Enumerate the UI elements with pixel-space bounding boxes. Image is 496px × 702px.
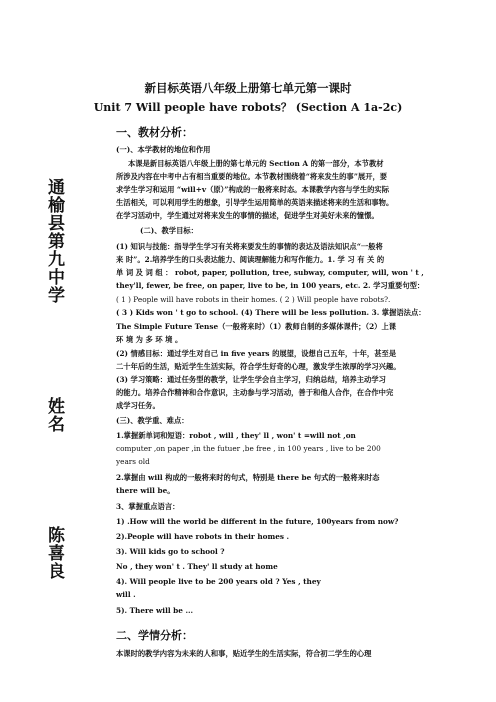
paragraph-line: (2) 情感目标：通过学生对自己 in five years 的展望，设想自己五年，十年，甚至是 <box>116 349 397 358</box>
sentence-item: 4). Will people live to be 200 years old ? Yes , they <box>116 577 321 586</box>
paragraph-line: 1.掌握新单词和短语：robot , will , they' ll , won' t =will not ,on <box>116 431 356 440</box>
paragraph-line: 3、掌握重点语言： <box>116 502 180 511</box>
sentence-item: will . <box>116 590 136 599</box>
document-title: 新目标英语八年级上册第七单元第一课时 <box>144 81 352 95</box>
paragraph-line: 本课时的教学内容为未来的人和事，贴近学生的生活实际，符合初二学生的心理 <box>116 649 372 658</box>
school-name: 通榆县第九中学 <box>44 178 64 304</box>
section-heading-1: 一、教材分析： <box>116 126 193 139</box>
paragraph-line: there will be。 <box>116 486 175 495</box>
document-subtitle: Unit 7 Will people have robots？ (Section A 1a-2c) <box>93 101 403 114</box>
teacher-name: 陈喜良 <box>44 526 64 580</box>
paragraph-line: they'll, fewer, be free, on paper, live to be, in 100 years, etc. 2. 学习重要句型： <box>116 281 425 290</box>
paragraph-line: 二十年后的生活，贴近学生生活实际，符合学生好奇的心理，激发学生浓厚的学习兴趣。 <box>116 362 401 371</box>
paragraph-line: 2.掌握由 will 构成的一般将来时的句式，特别是 there be 句式的一般将来时态 <box>116 473 380 482</box>
paragraph-line: (3) 学习策略：通过任务型的教学，让学生学会自主学习，归纳总结，培养主动学习 <box>116 375 386 384</box>
paragraph-line: computer ,on paper ,in the futuer ,be free , in 100 years , live to be 200 <box>116 444 381 453</box>
sentence-item: No , they won' t . They' ll study at home <box>116 562 278 571</box>
paragraph-line: 来 时”。2.培养学生的口头表达能力、阅读理解能力和写作能力。1. 学 习 有 关 的 <box>116 255 385 264</box>
sentence-item: 5). There will be ... <box>116 606 194 615</box>
paragraph-line: 在学习活动中，学生通过对将来发生的事情的描述，促进学生对美好未来的憧憬。 <box>116 211 379 220</box>
paragraph-line: 环 境 为 多 环 境 。 <box>116 335 183 344</box>
binding-margin-text <box>37 178 67 580</box>
section-heading-2: 二、学情分析： <box>116 629 193 642</box>
paragraph-line: 的能力。培养合作精神和合作意识，主动参与学习活动，善于和他人合作，在合作中完 <box>116 388 394 397</box>
paragraph-line: 单 词 及 词 组 ： robot, paper, pollution, tree, subway, computer, will, won ' t , <box>116 268 424 277</box>
paragraph-line: ( 1 ) People will have robots in their homes. ( 2 ) Will people have robots?. <box>116 295 391 304</box>
paragraph-line: 求学生学习和运用 “will+v（原）”构成的一般将来时态。本课教学内容与学生的实际 <box>116 185 390 194</box>
paragraph-line: 生活相关，可以利用学生的想象，引导学生运用简单的英语来描述将来的生活和事物。 <box>116 198 394 207</box>
paragraph-line: 本课是新目标英语八年级上册的第七单元的 Section A 的第一部分，本节教材 <box>128 159 384 168</box>
sentence-item: 1) .How will the world be different in the future, 100years from now? <box>116 517 399 526</box>
subsection-heading: (三)、教学重、难点： <box>116 416 189 425</box>
sentence-item: 3). Will kids go to school ? <box>116 547 225 556</box>
paragraph-line: 成学习任务。 <box>116 401 160 410</box>
sentence-item: 2).People will have robots in their homes . <box>116 532 290 541</box>
subsection-heading: (二)、教学目标： <box>140 226 198 235</box>
name-label: 姓名 <box>44 397 64 433</box>
paragraph-line: ( 3 ) Kids won ' t go to school. (4) There will be less pollution. 3. 掌握语法点： <box>116 308 426 317</box>
subsection-heading: (一)、本学教材的地位和作用 <box>116 145 211 154</box>
paragraph-line: (1) 知识与技能：指导学生学习有关将来要发生的事情的表达及语法知识点“一般将 <box>116 242 383 251</box>
paragraph-line: The Simple Future Tense（一般将来时）（1）教师自制的多媒体课件；（2）上课 <box>116 322 397 331</box>
paragraph-line: years old <box>116 457 150 466</box>
paragraph-line: 所涉及内容在中考中占有相当重要的地位。本节教材围绕着“将来发生的事”展开，要 <box>116 172 388 181</box>
